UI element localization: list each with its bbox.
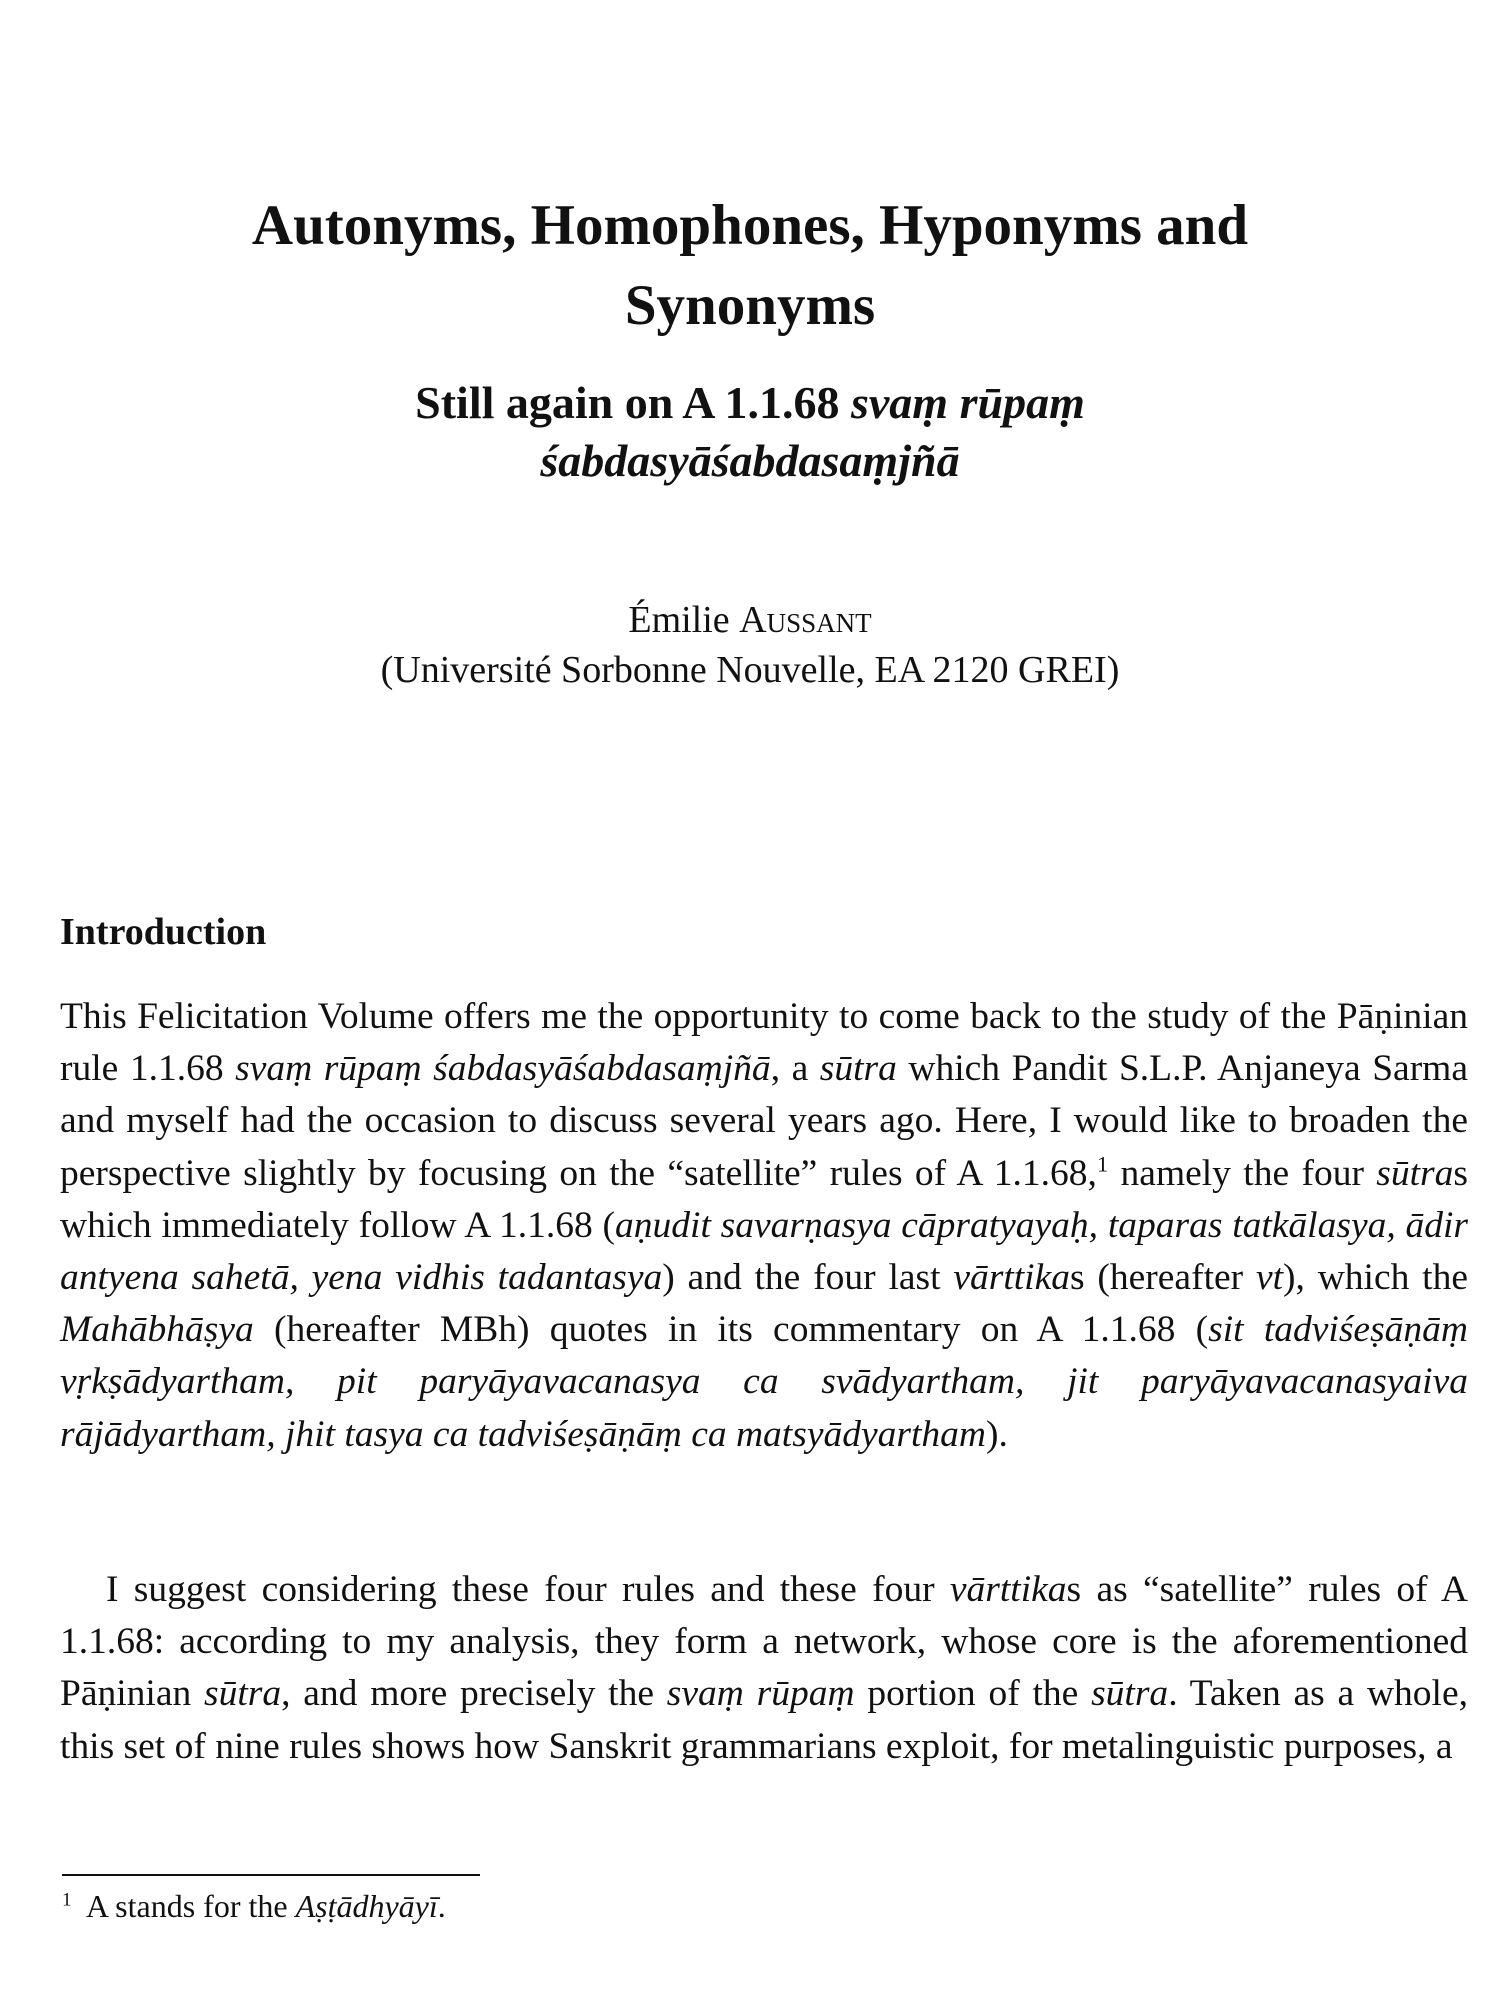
footnote-end: . [437,1888,446,1924]
subtitle-prefix: Still again on A 1.1.68 [415,377,840,428]
article-subtitle [150,374,1350,490]
p1-text-18: ). [985,1413,1008,1455]
p2-italic-varttika: vārttika [949,1569,1067,1610]
p1-text-6: namely the four [1108,1152,1377,1194]
p1-italic-mahabhasya: Mahābhāṣya [60,1309,254,1351]
p2-italic-sutra-2: sūtra [1091,1673,1169,1715]
title-line-1: Autonyms, Homophones, Hyponyms and [251,194,1249,257]
p1-text-14: ), which the [1283,1257,1469,1299]
p1-text-1: This Felicitation Volume offers me the opportunity to come back to the study of the Pāṇinian rule 1.1.68 [60,996,1468,1090]
p1-text-8: s which immediately follow A 1.1.68 ( [60,1152,1468,1246]
footnote-separator [62,1874,480,1876]
p1-italic-varttika: vārttika [953,1257,1070,1299]
p2-italic-sutra-1: sūtra [204,1673,282,1715]
section-heading-introduction: Introduction [60,911,267,953]
p1-italic-sutra-name: svaṃ rūpaṃ śabdasyāśabdasaṃjñā [235,1048,771,1090]
footnote-italic-astadhyayi: Aṣṭādhyāyī [295,1888,438,1924]
p1-text-3: , a [770,1048,820,1090]
p2-text-3: s as “satellite” rules of A 1.1.68: according to my analysis, they form a network, whose core is the aforementioned Pāṇinian [60,1569,1468,1715]
paragraph-1 [60,991,1468,1461]
p1-italic-varttika-list: sit tadviśeṣāṇāṃ vṛkṣādyartham, pit paryāyavacanasya ca svādyartham, jit paryāyavacanasyaiva rājādyartham, jhit tasya ca tadviśeṣāṇāṃ ca matsyādyartham [60,1309,1468,1455]
p1-text-5: which Pandit S.L.P. Anjaneya Sarma and myself had the occasion to discuss several years ago. Here, I would like to broaden the perspective slightly by focusing on the “satellite” rules of A 1.1.68, [60,1048,1468,1194]
author-name [150,596,1350,644]
footnote-1 [62,1884,1362,1928]
p1-italic-vt: vt [1255,1257,1284,1299]
p2-text-7: portion of the [854,1673,1092,1715]
p1-text-16: (hereafter MBh) quotes in its commentary on A 1.1.68 ( [253,1309,1209,1351]
footnote-reference-1[interactable]: 1 [1096,1151,1109,1177]
p2-italic-svam-rupam: svaṃ rūpaṃ [666,1673,855,1715]
footnote-text: A stands for the [85,1888,296,1924]
paragraph-2 [60,1564,1468,1773]
p2-text-5: , and more precisely the [281,1673,667,1715]
p1-italic-sutra-list: aṇudit savarṇasya cāpratyayaḥ, taparas tatkālasya, ādir antyena sahetā, yena vidhis tadantasya [60,1204,1468,1299]
article-title [100,186,1400,346]
footnote-number: 1 [62,1889,72,1911]
author-first-name: Émilie [628,599,730,641]
p1-italic-sutra-2: sūtra [1376,1152,1454,1194]
p1-text-12: s (hereafter [1070,1257,1256,1299]
author-last-name: Aussant [739,599,872,641]
p1-italic-sutra-1: sūtra [819,1048,897,1090]
subtitle-sutra-part-2: śabdasyāśabdasaṃjñā [540,435,960,486]
title-line-2: Synonyms [624,274,876,337]
p1-text-10: ) and the four last [662,1257,954,1299]
p2-text-1: I suggest considering these four rules and these four [106,1569,950,1610]
p2-text-9: . Taken as a whole, this set of nine rules shows how Sanskrit grammarians exploit, for metalinguistic purposes, a [60,1673,1468,1767]
subtitle-sutra-part-1: svaṃ rūpaṃ [850,377,1085,428]
author-affiliation: (Université Sorbonne Nouvelle, EA 2120 GREI) [380,649,1120,691]
